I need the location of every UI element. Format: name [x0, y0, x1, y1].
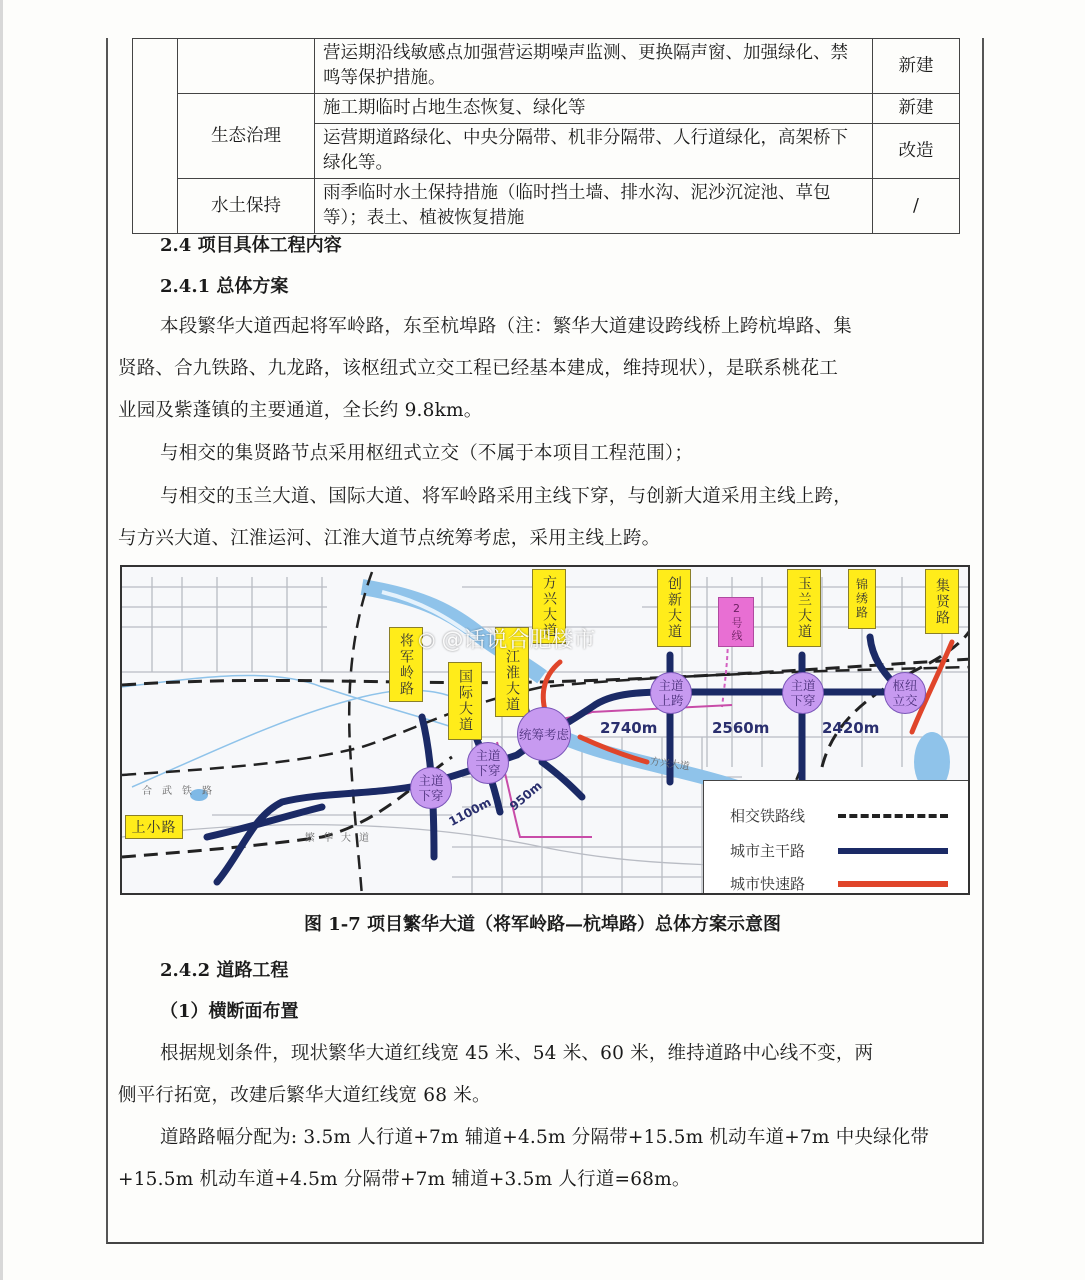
- table-cell-measure: 雨季临时水土保持措施（临时挡土墙、排水沟、泥沙沉淀池、草包等）；表土、植被恢复措施: [315, 179, 873, 234]
- section-heading-2-4-1: 2.4.1 总体方案: [160, 276, 289, 297]
- paragraph-line: +15.5m 机动车道+4.5m 分隔带+7m 辅道+3.5m 人行道=68m。: [118, 1169, 691, 1190]
- road-tag-jinxiu: 锦绣路: [848, 569, 876, 629]
- node-underpass-guoji: [467, 742, 509, 784]
- node-label: 立交: [892, 693, 918, 708]
- road-tag-fangxing: 方兴大道: [532, 569, 566, 644]
- table-cell-measure: 营运期沿线敏感点加强营运期噪声监测、更换隔声窗、加强绿化、禁鸣等保护措施。: [315, 39, 873, 94]
- weibo-watermark: [418, 623, 595, 654]
- distance-label: 1100m: [446, 795, 494, 829]
- road-tag-chuangxin: 创新大道: [657, 569, 691, 647]
- fangxing-road-label: 方兴大道: [649, 756, 691, 773]
- legend-swatch-red: [838, 881, 948, 887]
- table-cell-category: 生态治理: [178, 94, 315, 179]
- distance-label: 950m: [506, 778, 545, 814]
- table-cell-blank: [133, 39, 178, 234]
- legend-item-expressway: [730, 873, 948, 894]
- node-coordinated: [517, 707, 571, 761]
- legend-item-railway: [730, 805, 948, 826]
- paragraph-line: 贤路、合九铁路、九龙路，该枢纽式立交工程已经基本建成，维持现状），是联系桃花工: [118, 358, 839, 379]
- legend-swatch-dashed: [838, 814, 948, 818]
- table-cell-type: 改造: [873, 124, 960, 179]
- node-label: 主道: [475, 748, 501, 763]
- table-row: [133, 179, 960, 234]
- paragraph-line: 与相交的玉兰大道、国际大道、将军岭路采用主线下穿，与创新大道采用主线上跨，: [160, 486, 852, 507]
- map-legend: [703, 780, 968, 893]
- screen-edge: [0, 0, 3, 1280]
- watermark-text: @话说合肥楼市: [441, 628, 596, 653]
- fanhua-road-label: 繁华大道: [305, 833, 377, 844]
- road-tag-jiangjunling: 将军岭路: [389, 627, 423, 702]
- table-row: [133, 39, 960, 94]
- node-hub-interchange: [884, 672, 926, 714]
- distance-label: 2740m: [600, 719, 658, 737]
- node-underpass-yulan: [782, 672, 824, 714]
- node-label: 下穿: [790, 693, 816, 708]
- node-label: 上跨: [658, 693, 684, 708]
- distance-label: 2560m: [712, 719, 770, 737]
- node-label: 枢纽: [892, 678, 918, 693]
- section-heading-2-4-2: 2.4.2 道路工程: [160, 960, 289, 981]
- paragraph-line: 与方兴大道、江淮运河、江淮大道节点统筹考虑，采用主线上跨。: [118, 528, 661, 549]
- road-tag-yulan: 玉兰大道: [787, 569, 821, 647]
- figure-caption: 图 1-7 项目繁华大道（将军岭路—杭埠路）总体方案示意图: [303, 914, 782, 935]
- weibo-icon: ◉: [418, 626, 436, 651]
- table-cell-type: 新建: [873, 94, 960, 124]
- paragraph-line: 与相交的集贤路节点采用枢纽式立交（不属于本项目工程范围）；: [160, 443, 694, 464]
- node-overpass-chuangxin: [650, 672, 692, 714]
- road-tag-guoji: 国际大道: [448, 662, 482, 740]
- legend-label: 城市主干路: [730, 842, 806, 860]
- node-label: 统筹考虑: [518, 726, 569, 742]
- paragraph-line: 道路路幅分配为: 3.5m 人行道+7m 辅道+4.5m 分隔带+15.5m 机动车道+7m 中央绿化带: [160, 1127, 930, 1148]
- metro-line-tag: 2号线: [718, 597, 754, 647]
- distance-label: 2420m: [822, 719, 880, 737]
- table-cell-category: [178, 39, 315, 94]
- node-label: 主道: [418, 773, 444, 788]
- node-label: 主道: [790, 678, 816, 693]
- node-label: 下穿: [418, 788, 444, 803]
- legend-swatch-navy: [838, 848, 948, 854]
- table-row: [133, 94, 960, 124]
- table-cell-measure: 运营期道路绿化、中央分隔带、机非分隔带、人行道绿化，高架桥下绿化等。: [315, 124, 873, 179]
- road-tag-jixian: 集贤路: [925, 569, 959, 634]
- table-cell-category: 水土保持: [178, 179, 315, 234]
- paragraph-line: 本段繁华大道西起将军岭路，东至杭埠路（注：繁华大道建设跨线桥上跨杭埠路、集: [160, 316, 852, 337]
- table-cell-type: /: [873, 179, 960, 234]
- node-label: 主道: [658, 678, 684, 693]
- railway-label: 合武铁路: [142, 786, 222, 797]
- node-underpass-jiangjunling: [410, 767, 452, 809]
- node-label: 下穿: [475, 763, 501, 778]
- section-heading-2-4: 2.4 项目具体工程内容: [160, 235, 342, 256]
- table-cell-type: 新建: [873, 39, 960, 94]
- legend-label: 城市快速路: [730, 875, 806, 893]
- legend-label: 相交铁路线: [730, 807, 806, 825]
- table-cell-measure: 施工期临时占地生态恢复、绿化等: [315, 94, 873, 124]
- paragraph-line: 根据规划条件，现状繁华大道红线宽 45 米、54 米、60 米，维持道路中心线不变，两: [160, 1043, 874, 1064]
- subsection-heading: （1）横断面布置: [160, 1001, 299, 1022]
- legend-item-arterial: [730, 840, 948, 861]
- paragraph-line: 业园及紫蓬镇的主要通道，全长约 9.8km。: [118, 400, 483, 421]
- road-tag-shangxiao: 上小路: [125, 815, 183, 839]
- scheme-map: [120, 565, 970, 895]
- measures-table: [132, 38, 960, 234]
- paragraph-line: 侧平行拓宽，改建后繁华大道红线宽 68 米。: [118, 1085, 491, 1106]
- road-tag-jianghuai: 江淮大道: [495, 627, 529, 717]
